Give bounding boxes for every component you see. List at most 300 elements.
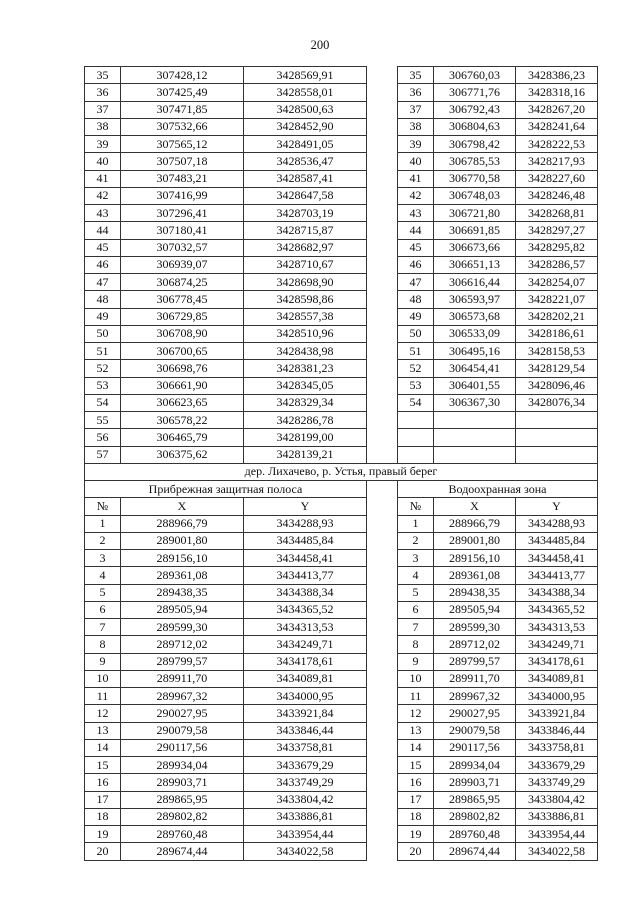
right-x-coordinate: 306616,44: [434, 274, 516, 291]
right-point-number: 11: [398, 688, 434, 705]
right-y-coordinate: 3428227,60: [516, 170, 598, 187]
column-gap: [367, 722, 398, 739]
left-y-coordinate: 3428500,63: [244, 101, 367, 118]
left-x-coordinate: 290117,56: [121, 739, 244, 756]
left-x-coordinate: 289760,48: [121, 826, 244, 843]
right-y-coordinate: 3433679,29: [516, 757, 598, 774]
left-x-coordinate: 307032,57: [121, 239, 244, 256]
column-gap: [367, 532, 398, 549]
right-x-coordinate: 289760,48: [434, 826, 516, 843]
left-point-number: 19: [85, 826, 121, 843]
table-row: [85, 101, 598, 118]
right-y-coordinate: 3428286,57: [516, 256, 598, 273]
left-y-coordinate: 3433921,84: [244, 705, 367, 722]
column-gap: [367, 187, 398, 204]
right-x-coordinate: 306367,30: [434, 394, 516, 411]
right-point-number: 13: [398, 722, 434, 739]
table-row: [85, 239, 598, 256]
table-row: [85, 67, 598, 84]
left-x-coordinate: 290027,95: [121, 705, 244, 722]
left-y-coordinate: 3434365,52: [244, 601, 367, 618]
column-gap: [367, 101, 398, 118]
column-gap: [367, 584, 398, 601]
left-x-coordinate: 306465,79: [121, 429, 244, 446]
left-point-number: 7: [85, 619, 121, 636]
column-gap: [367, 291, 398, 308]
coordinates-table: [84, 66, 598, 861]
right-y-coordinate: 3434178,61: [516, 653, 598, 670]
left-y-coordinate: 3433679,29: [244, 757, 367, 774]
left-y-coordinate: 3434022,58: [244, 843, 367, 860]
right-x-coordinate: 306771,76: [434, 84, 516, 101]
page-number: 200: [310, 38, 330, 52]
left-col-y: Y: [244, 498, 367, 515]
column-gap: [367, 343, 398, 360]
table-row: [85, 791, 598, 808]
right-x-coordinate: [434, 429, 516, 446]
right-y-coordinate: 3434022,58: [516, 843, 598, 860]
right-point-number: 2: [398, 532, 434, 549]
right-point-number: 41: [398, 170, 434, 187]
left-point-number: 45: [85, 239, 121, 256]
table-row: [85, 688, 598, 705]
left-y-coordinate: 3434413,77: [244, 567, 367, 584]
right-y-coordinate: 3428096,46: [516, 377, 598, 394]
table-row: [85, 205, 598, 222]
left-x-coordinate: 289505,94: [121, 601, 244, 618]
left-y-coordinate: 3434089,81: [244, 670, 367, 687]
table-row: [85, 515, 598, 532]
left-y-coordinate: 3433846,44: [244, 722, 367, 739]
right-y-coordinate: 3428297,27: [516, 222, 598, 239]
table-row: [85, 739, 598, 756]
left-x-coordinate: 289361,08: [121, 567, 244, 584]
left-x-coordinate: 289799,57: [121, 653, 244, 670]
right-y-coordinate: 3434388,34: [516, 584, 598, 601]
table-row: [85, 601, 598, 618]
table-row: [85, 136, 598, 153]
right-col-no: №: [398, 498, 434, 515]
left-point-number: 17: [85, 791, 121, 808]
right-y-coordinate: 3434458,41: [516, 550, 598, 567]
right-x-coordinate: 289934,04: [434, 757, 516, 774]
left-point-number: 3: [85, 550, 121, 567]
table-row: [85, 170, 598, 187]
column-gap: [367, 412, 398, 429]
right-x-coordinate: 306495,16: [434, 343, 516, 360]
right-x-coordinate: [434, 412, 516, 429]
left-point-number: 52: [85, 360, 121, 377]
left-x-coordinate: 289674,44: [121, 843, 244, 860]
right-point-number: 4: [398, 567, 434, 584]
right-point-number: 39: [398, 136, 434, 153]
left-point-number: 42: [85, 187, 121, 204]
column-gap: [367, 118, 398, 135]
left-x-coordinate: 289156,10: [121, 550, 244, 567]
column-gap: [367, 481, 398, 498]
right-y-coordinate: 3428267,20: [516, 101, 598, 118]
table-row: [85, 722, 598, 739]
right-point-number: 35: [398, 67, 434, 84]
right-x-coordinate: 289505,94: [434, 601, 516, 618]
right-point-number: 10: [398, 670, 434, 687]
table-row: [85, 705, 598, 722]
right-y-coordinate: 3433886,81: [516, 808, 598, 825]
right-y-coordinate: 3428268,81: [516, 205, 598, 222]
column-gap: [367, 67, 398, 84]
right-y-coordinate: 3428241,64: [516, 118, 598, 135]
column-gap: [367, 567, 398, 584]
right-point-number: [398, 429, 434, 446]
left-y-coordinate: 3428557,38: [244, 308, 367, 325]
right-point-number: 17: [398, 791, 434, 808]
table-row: [85, 619, 598, 636]
right-y-coordinate: 3433749,29: [516, 774, 598, 791]
table-row: [85, 187, 598, 204]
right-point-number: [398, 412, 434, 429]
left-y-coordinate: 3428558,01: [244, 84, 367, 101]
left-x-coordinate: 289865,95: [121, 791, 244, 808]
right-y-coordinate: 3428318,16: [516, 84, 598, 101]
right-x-coordinate: 306798,42: [434, 136, 516, 153]
left-col-no: №: [85, 498, 121, 515]
left-x-coordinate: 289967,32: [121, 688, 244, 705]
right-point-number: 8: [398, 636, 434, 653]
right-x-coordinate: 306573,68: [434, 308, 516, 325]
right-x-coordinate: 306721,80: [434, 205, 516, 222]
right-point-number: 48: [398, 291, 434, 308]
column-gap: [367, 515, 398, 532]
column-gap: [367, 774, 398, 791]
table-row: [85, 360, 598, 377]
right-x-coordinate: 306401,55: [434, 377, 516, 394]
right-x-coordinate: 289967,32: [434, 688, 516, 705]
right-y-coordinate: 3428217,93: [516, 153, 598, 170]
table-row: [85, 291, 598, 308]
right-x-coordinate: 289911,70: [434, 670, 516, 687]
left-point-number: 5: [85, 584, 121, 601]
table-row: [85, 532, 598, 549]
left-y-coordinate: 3428587,41: [244, 170, 367, 187]
column-gap: [367, 619, 398, 636]
table-row: [85, 843, 598, 860]
right-x-coordinate: 306651,13: [434, 256, 516, 273]
table-row: [85, 256, 598, 273]
left-x-coordinate: 289712,02: [121, 636, 244, 653]
right-y-coordinate: 3434249,71: [516, 636, 598, 653]
column-gap: [367, 808, 398, 825]
table-row: [85, 274, 598, 291]
right-y-coordinate: [516, 446, 598, 463]
left-x-coordinate: 307483,21: [121, 170, 244, 187]
left-y-coordinate: 3428452,90: [244, 118, 367, 135]
right-point-number: 36: [398, 84, 434, 101]
left-point-number: 41: [85, 170, 121, 187]
table-row: [85, 84, 598, 101]
left-y-coordinate: 3428139,21: [244, 446, 367, 463]
left-y-coordinate: 3428536,47: [244, 153, 367, 170]
right-x-coordinate: 289802,82: [434, 808, 516, 825]
right-y-coordinate: 3434313,53: [516, 619, 598, 636]
table-row: [85, 670, 598, 687]
table-row: [85, 412, 598, 429]
left-x-coordinate: 289599,30: [121, 619, 244, 636]
left-y-coordinate: 3433749,29: [244, 774, 367, 791]
left-y-coordinate: 3428710,67: [244, 256, 367, 273]
section-header: [85, 463, 598, 515]
left-x-coordinate: 307471,85: [121, 101, 244, 118]
column-gap: [367, 446, 398, 463]
left-y-coordinate: 3428199,00: [244, 429, 367, 446]
right-y-coordinate: 3434000,95: [516, 688, 598, 705]
right-x-coordinate: 306785,53: [434, 153, 516, 170]
right-point-number: 51: [398, 343, 434, 360]
left-point-number: 8: [85, 636, 121, 653]
left-point-number: 54: [85, 394, 121, 411]
left-y-coordinate: 3434288,93: [244, 515, 367, 532]
column-gap: [367, 360, 398, 377]
left-y-coordinate: 3428510,96: [244, 325, 367, 342]
right-y-coordinate: 3428386,23: [516, 67, 598, 84]
right-y-coordinate: 3433921,84: [516, 705, 598, 722]
left-point-number: 10: [85, 670, 121, 687]
left-x-coordinate: 290079,58: [121, 722, 244, 739]
right-point-number: 19: [398, 826, 434, 843]
left-x-coordinate: 307565,12: [121, 136, 244, 153]
left-point-number: 46: [85, 256, 121, 273]
right-point-number: 16: [398, 774, 434, 791]
right-x-coordinate: 290027,95: [434, 705, 516, 722]
right-x-coordinate: 289361,08: [434, 567, 516, 584]
left-point-number: 15: [85, 757, 121, 774]
section-title: дер. Лихачево, р. Устья, правый берег: [85, 463, 598, 480]
column-gap: [367, 239, 398, 256]
right-x-coordinate: 306748,03: [434, 187, 516, 204]
left-point-number: 12: [85, 705, 121, 722]
right-y-coordinate: 3433758,81: [516, 739, 598, 756]
column-gap: [367, 550, 398, 567]
table-row: [85, 446, 598, 463]
table-row: [85, 343, 598, 360]
right-y-coordinate: 3434413,77: [516, 567, 598, 584]
right-y-coordinate: 3433954,44: [516, 826, 598, 843]
left-y-coordinate: 3434388,34: [244, 584, 367, 601]
left-x-coordinate: 306623,65: [121, 394, 244, 411]
table-row: [85, 377, 598, 394]
right-x-coordinate: 306533,09: [434, 325, 516, 342]
left-x-coordinate: 307507,18: [121, 153, 244, 170]
column-gap: [367, 688, 398, 705]
table-row: [85, 308, 598, 325]
right-y-coordinate: 3428295,82: [516, 239, 598, 256]
left-x-coordinate: 306578,22: [121, 412, 244, 429]
right-zone-heading: Водоохранная зона: [398, 481, 598, 498]
left-y-coordinate: 3433886,81: [244, 808, 367, 825]
left-x-coordinate: 306700,65: [121, 343, 244, 360]
right-point-number: 18: [398, 808, 434, 825]
left-point-number: 38: [85, 118, 121, 135]
right-x-coordinate: 289712,02: [434, 636, 516, 653]
right-y-coordinate: 3428186,61: [516, 325, 598, 342]
left-point-number: 2: [85, 532, 121, 549]
left-point-number: 13: [85, 722, 121, 739]
column-gap: [367, 739, 398, 756]
left-x-coordinate: 306778,45: [121, 291, 244, 308]
left-point-number: 37: [85, 101, 121, 118]
right-point-number: 40: [398, 153, 434, 170]
right-point-number: 15: [398, 757, 434, 774]
left-y-coordinate: 3428438,98: [244, 343, 367, 360]
right-point-number: 14: [398, 739, 434, 756]
left-y-coordinate: 3428703,19: [244, 205, 367, 222]
left-point-number: 53: [85, 377, 121, 394]
right-y-coordinate: 3428202,21: [516, 308, 598, 325]
right-point-number: 47: [398, 274, 434, 291]
left-x-coordinate: 307425,49: [121, 84, 244, 101]
table-row: [85, 808, 598, 825]
column-gap: [367, 843, 398, 860]
left-point-number: 18: [85, 808, 121, 825]
right-x-coordinate: 289001,80: [434, 532, 516, 549]
left-point-number: 14: [85, 739, 121, 756]
left-point-number: 1: [85, 515, 121, 532]
left-y-coordinate: 3428286,78: [244, 412, 367, 429]
right-y-coordinate: 3428158,53: [516, 343, 598, 360]
right-x-coordinate: 306792,43: [434, 101, 516, 118]
right-y-coordinate: 3434089,81: [516, 670, 598, 687]
section-coordinates-body: [85, 515, 598, 860]
column-gap: [367, 653, 398, 670]
column-gap: [367, 429, 398, 446]
left-y-coordinate: 3434485,84: [244, 532, 367, 549]
left-point-number: 50: [85, 325, 121, 342]
left-point-number: 36: [85, 84, 121, 101]
left-x-coordinate: 306708,90: [121, 325, 244, 342]
right-col-y: Y: [516, 498, 598, 515]
column-gap: [367, 670, 398, 687]
left-point-number: 56: [85, 429, 121, 446]
column-gap: [367, 170, 398, 187]
column-gap: [367, 205, 398, 222]
column-gap: [367, 153, 398, 170]
left-point-number: 39: [85, 136, 121, 153]
left-point-number: 6: [85, 601, 121, 618]
right-point-number: 53: [398, 377, 434, 394]
right-y-coordinate: 3428222,53: [516, 136, 598, 153]
right-x-coordinate: 306454,41: [434, 360, 516, 377]
right-x-coordinate: 306804,63: [434, 118, 516, 135]
right-point-number: 42: [398, 187, 434, 204]
left-point-number: 51: [85, 343, 121, 360]
table-row: [85, 774, 598, 791]
right-point-number: 54: [398, 394, 434, 411]
right-x-coordinate: 306770,58: [434, 170, 516, 187]
left-y-coordinate: 3428329,34: [244, 394, 367, 411]
table-row: [85, 325, 598, 342]
left-y-coordinate: 3428682,97: [244, 239, 367, 256]
left-y-coordinate: 3434000,95: [244, 688, 367, 705]
right-y-coordinate: 3433804,42: [516, 791, 598, 808]
right-point-number: 46: [398, 256, 434, 273]
right-point-number: 20: [398, 843, 434, 860]
right-x-coordinate: [434, 446, 516, 463]
right-y-coordinate: 3428221,07: [516, 291, 598, 308]
left-y-coordinate: 3434178,61: [244, 653, 367, 670]
right-x-coordinate: 289903,71: [434, 774, 516, 791]
left-x-coordinate: 289911,70: [121, 670, 244, 687]
right-y-coordinate: 3434365,52: [516, 601, 598, 618]
right-point-number: 6: [398, 601, 434, 618]
right-y-coordinate: 3428076,34: [516, 394, 598, 411]
left-y-coordinate: 3428598,86: [244, 291, 367, 308]
left-x-coordinate: 289903,71: [121, 774, 244, 791]
right-point-number: 38: [398, 118, 434, 135]
left-col-x: X: [121, 498, 244, 515]
left-y-coordinate: 3428491,05: [244, 136, 367, 153]
left-point-number: 57: [85, 446, 121, 463]
left-y-coordinate: 3428647,58: [244, 187, 367, 204]
left-x-coordinate: 288966,79: [121, 515, 244, 532]
column-gap: [367, 325, 398, 342]
table-row: [85, 584, 598, 601]
right-y-coordinate: 3428246,48: [516, 187, 598, 204]
right-point-number: 37: [398, 101, 434, 118]
left-point-number: 4: [85, 567, 121, 584]
table-row: [85, 153, 598, 170]
left-x-coordinate: 307180,41: [121, 222, 244, 239]
right-point-number: 45: [398, 239, 434, 256]
left-point-number: 47: [85, 274, 121, 291]
left-point-number: 40: [85, 153, 121, 170]
left-point-number: 43: [85, 205, 121, 222]
column-gap: [367, 222, 398, 239]
left-x-coordinate: 306661,90: [121, 377, 244, 394]
table-row: [85, 550, 598, 567]
right-point-number: [398, 446, 434, 463]
left-x-coordinate: 306874,25: [121, 274, 244, 291]
top-coordinates-body: [85, 67, 598, 464]
right-point-number: 49: [398, 308, 434, 325]
table-row: [85, 222, 598, 239]
left-y-coordinate: 3433804,42: [244, 791, 367, 808]
left-x-coordinate: 307296,41: [121, 205, 244, 222]
right-point-number: 43: [398, 205, 434, 222]
left-x-coordinate: 289001,80: [121, 532, 244, 549]
left-point-number: 11: [85, 688, 121, 705]
left-point-number: 16: [85, 774, 121, 791]
left-y-coordinate: 3428345,05: [244, 377, 367, 394]
right-point-number: 7: [398, 619, 434, 636]
right-point-number: 5: [398, 584, 434, 601]
right-col-x: X: [434, 498, 516, 515]
column-gap: [367, 705, 398, 722]
right-point-number: 50: [398, 325, 434, 342]
left-y-coordinate: 3434249,71: [244, 636, 367, 653]
column-gap: [367, 498, 398, 515]
left-point-number: 49: [85, 308, 121, 325]
left-x-coordinate: 306939,07: [121, 256, 244, 273]
right-x-coordinate: 306691,85: [434, 222, 516, 239]
right-x-coordinate: 306593,97: [434, 291, 516, 308]
left-x-coordinate: 306375,62: [121, 446, 244, 463]
left-zone-heading: Прибрежная защитная полоса: [85, 481, 367, 498]
right-x-coordinate: 288966,79: [434, 515, 516, 532]
column-gap: [367, 84, 398, 101]
right-y-coordinate: 3434485,84: [516, 532, 598, 549]
column-gap: [367, 377, 398, 394]
right-point-number: 1: [398, 515, 434, 532]
left-x-coordinate: 289802,82: [121, 808, 244, 825]
